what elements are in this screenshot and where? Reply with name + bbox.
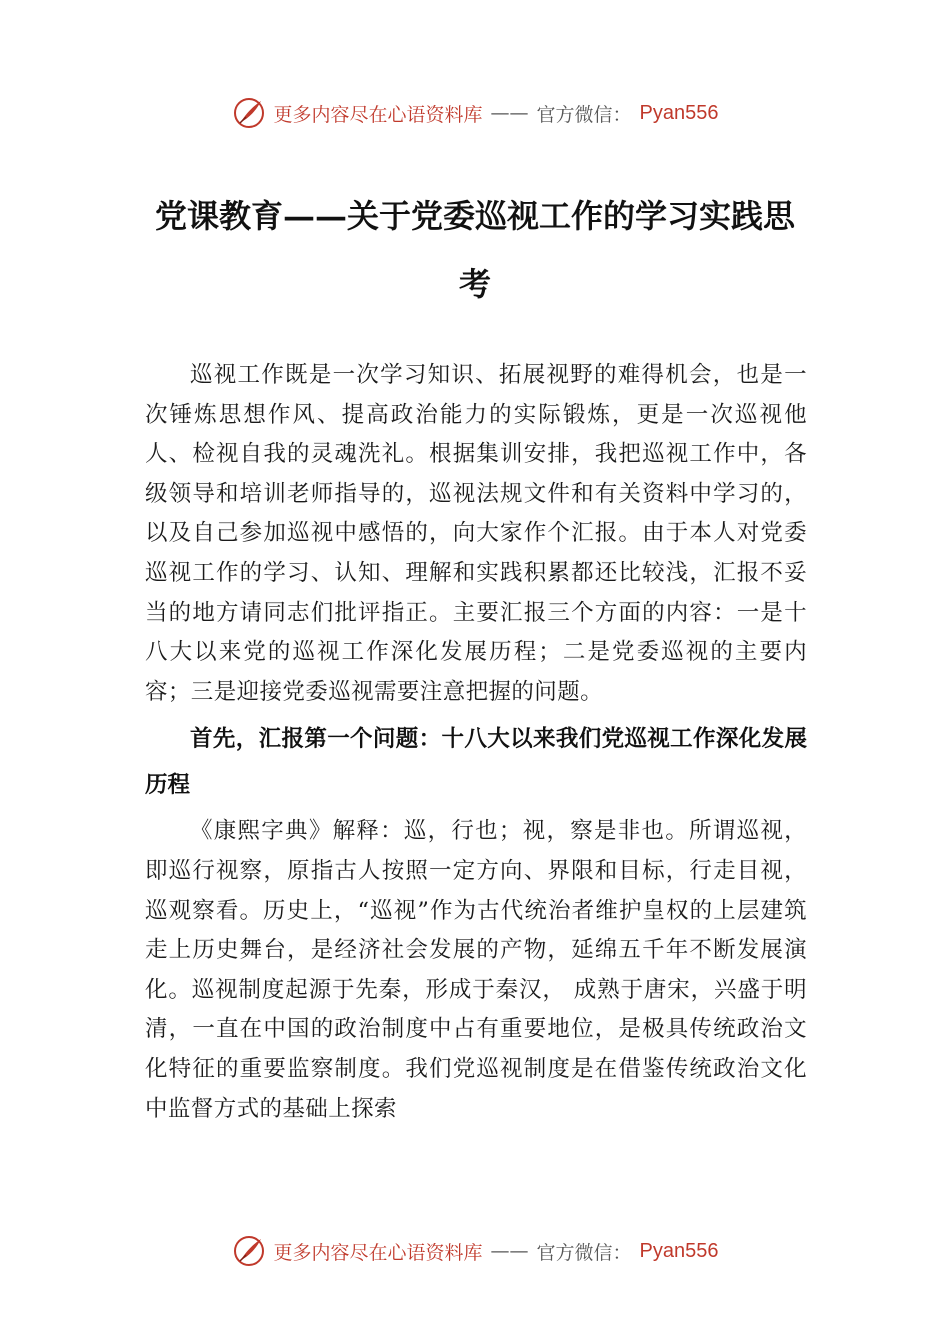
banner-brand-text: 更多内容尽在心语资料库: [273, 103, 483, 126]
document-title: 党课教育——关于党委巡视工作的学习实践思考: [154, 197, 795, 303]
document-body: [145, 356, 807, 1129]
banner-wechat-id: Pyan556: [639, 1239, 719, 1262]
banner-wechat-label: 官方微信：: [536, 103, 632, 126]
intro-paragraph: 巡视工作既是一次学习知识、拓展视野的难得机会，也是一次锤炼思想作风、提高政治能力的实际锻炼，更是一次巡视他人、检视自我的灵魂洗礼。根据集训安排，我把巡视工作中，各级领导和培训老师指导的，巡视法规文件和有关资料中学习的，以及自己参加巡视中感悟的，向大家作个汇报。由于本人对党委巡视工作的学习、认知、理解和实践积累都还比较浅，汇报不妥当的地方请同志们批评指正。主要汇报三个方面的内容：一是十八大以来党的巡视工作深化发展历程；二是党委巡视的主要内容；三是迎接党委巡视需要注意把握的问题。: [145, 362, 807, 705]
banner-brand-text: 更多内容尽在心语资料库: [273, 1241, 483, 1264]
section-paragraph: 《康熙字典》解释：巡，行也；视，察是非也。所谓巡视，即巡行视察，原指古人按照一定方向、界限和目标，行走目视，巡观察看。历史上，“巡视”作为古代统治者维护皇权的上层建筑走上历史舞台，是经济社会发展的产物，延绵五千年不断发展演化。巡视制度起源于先秦，形成于秦汉， 成熟于唐宋，兴盛于明清，一直在中国的政治制度中占有重要地位，是极具传统政治文化特征的重要监察制度。我们党巡视制度是在借鉴传统政治文化中监督方式的基础上探索: [145, 818, 807, 1122]
banner-separator: ——: [490, 1240, 529, 1262]
footer-watermark-banner: [0, 1234, 950, 1268]
banner-separator: ——: [490, 102, 529, 124]
feather-pen-logo-icon: [232, 96, 266, 130]
banner-wechat-label: 官方微信：: [536, 1241, 632, 1264]
feather-pen-logo-icon: [232, 1234, 266, 1268]
header-watermark-banner: [0, 96, 950, 130]
section-heading: 首先，汇报第一个问题：十八大以来我们党巡视工作深化发展历程: [145, 726, 807, 799]
banner-wechat-id: Pyan556: [639, 101, 719, 124]
